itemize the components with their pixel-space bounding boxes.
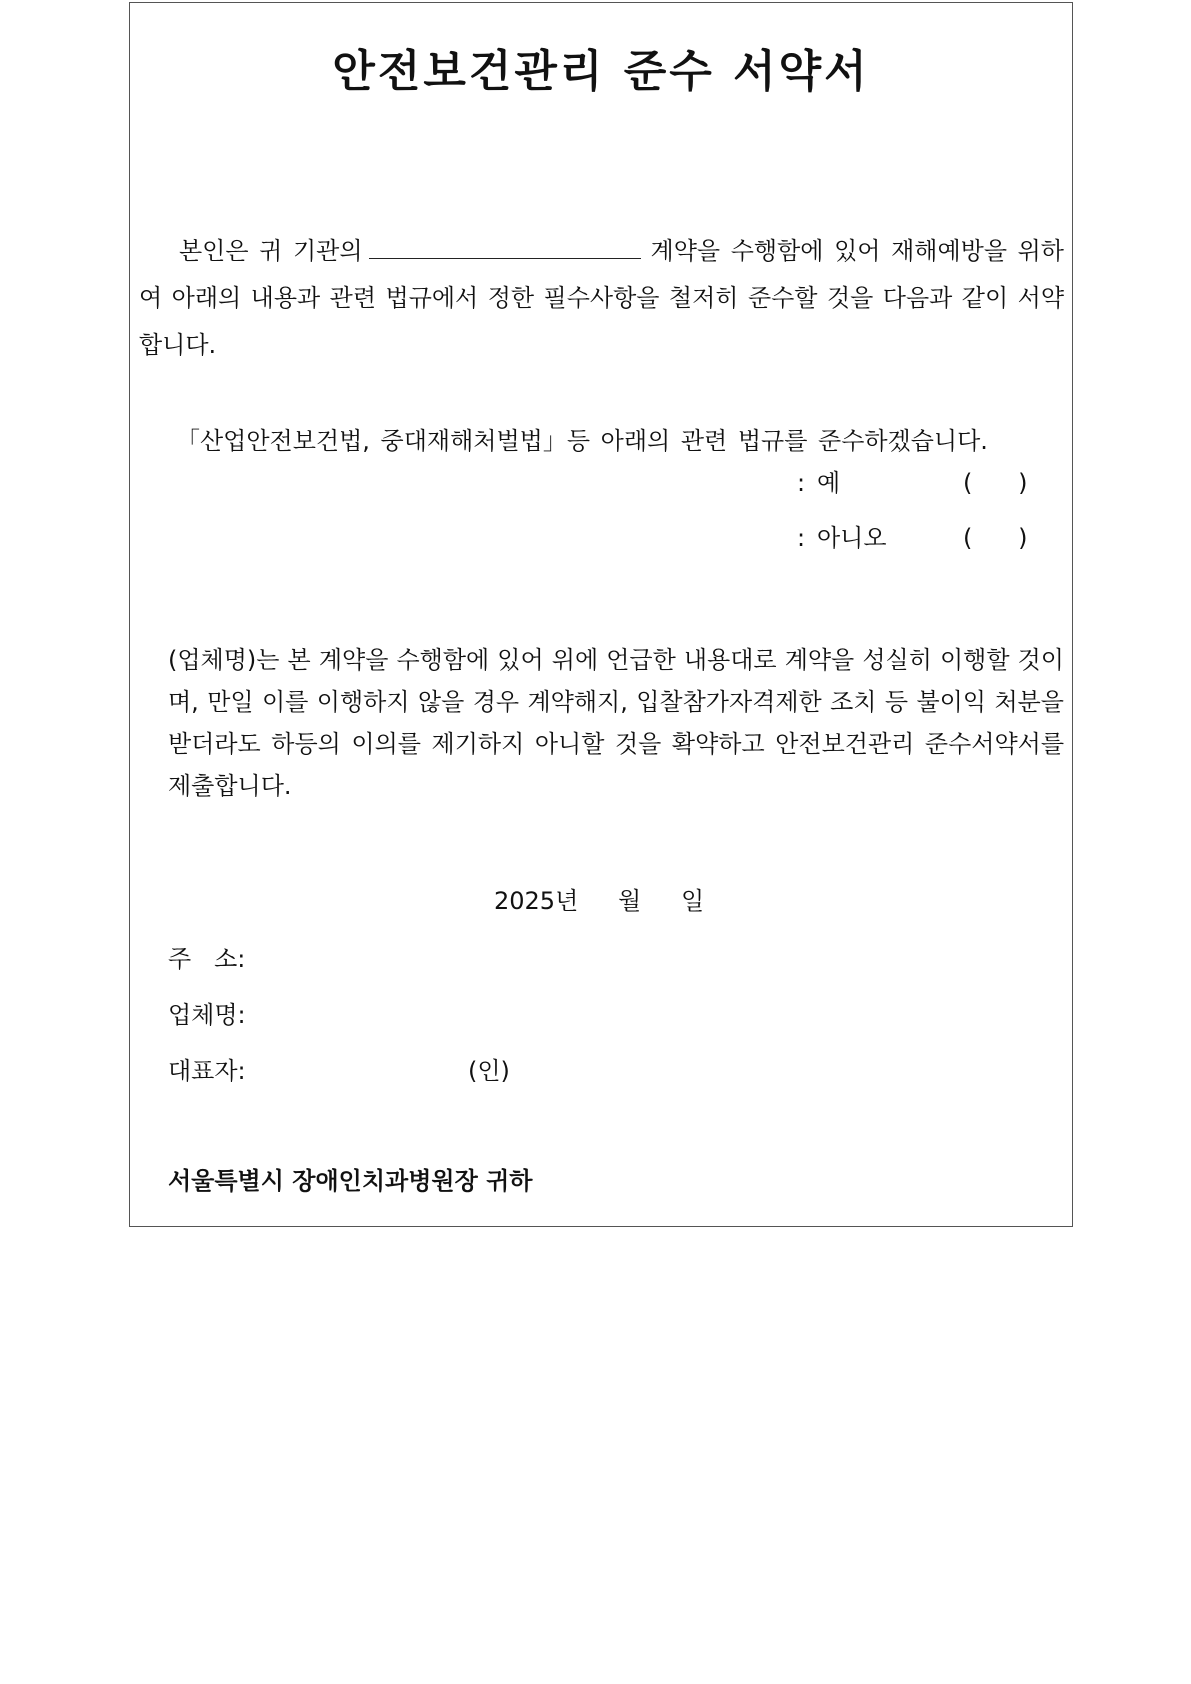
- recipient: 서울특별시 장애인치과병원장 귀하: [168, 1167, 533, 1195]
- pledge-paragraph: (업체명)는 본 계약을 수행함에 있어 위에 언급한 내용대로 계약을 성실히 이행할 것이며, 만일 이를 이행하지 않을 경우 계약해지, 입찰참가자격제한 조치 등 불이익 처분을 받더라도 하등의 이의를 제기하지 아니할 것을 확약하고 안전보건관리 준수서약서를 제출합니다.: [168, 646, 1064, 800]
- date-month: 월: [618, 887, 642, 915]
- intro-after-blank: 계약을 수행함에 있어 재해예방을 위하여 아래의 내용과 관련 법규에서 정한 필수사항을 철저히 준수할 것을 다음과 같이 서약합니다.: [139, 237, 1064, 359]
- company-label: 업체명:: [168, 1001, 246, 1029]
- option-yes-checkbox[interactable]: ( ): [963, 469, 1028, 497]
- law-statement: 「산업안전보건법, 중대재해처벌법」등 아래의 관련 법규를 준수하겠습니다.: [176, 427, 988, 455]
- intro-before-blank: 본인은 귀 기관의: [179, 237, 363, 265]
- option-no-colon: :: [797, 524, 806, 552]
- option-no-label: 아니오: [817, 524, 887, 552]
- representative-label: 대표자:: [168, 1057, 246, 1085]
- option-yes-colon: :: [797, 469, 806, 497]
- document-title: 안전보건관리 준수 서약서: [332, 46, 870, 97]
- contract-name-blank[interactable]: [369, 236, 641, 259]
- document-frame: [129, 2, 1073, 1227]
- date-year: 2025년: [494, 887, 579, 915]
- address-label: 주 소:: [168, 945, 246, 973]
- option-yes-label: 예: [817, 469, 841, 497]
- date-day: 일: [681, 887, 705, 915]
- intro-paragraph: [139, 228, 1064, 369]
- seal-mark: (인): [468, 1057, 510, 1085]
- option-no-checkbox[interactable]: ( ): [963, 524, 1028, 552]
